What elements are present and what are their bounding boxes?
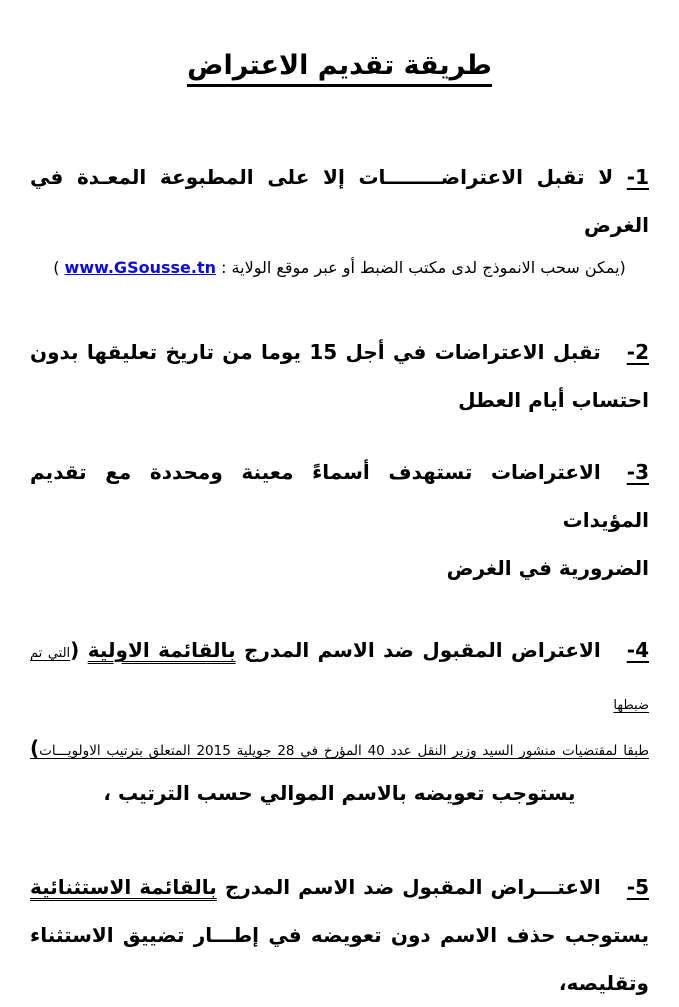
rule-item-5 — [30, 863, 649, 1007]
rule-4-reference-text: طبقا لمقتضيات منشور السيد وزير النقل عدد 40 المؤرخ في 28 جويلية 2015 المتعلق بترتيب الاولويـــات — [39, 743, 649, 759]
rule-5-underlined-phrase: بالقائمة الاستثنائية — [30, 875, 217, 899]
rule-4-small-tail: التي تم ضبطها — [30, 646, 649, 713]
rule-3-text-1: الاعتراضات تستهدف أسماءً معينة ومحددة مع تقديم المؤيدات — [30, 460, 649, 532]
rule-1-line — [30, 153, 649, 249]
page-title: طريقة تقديم الاعتراض — [187, 50, 492, 87]
rule-4-reference-line — [30, 730, 649, 769]
note-suffix: ) — [53, 258, 65, 277]
rule-4-number: 4- — [626, 638, 650, 662]
rule-5-number: 5- — [626, 875, 649, 899]
rule-4-open-paren: ( — [70, 638, 80, 662]
rule-3-number: 3- — [626, 460, 649, 484]
rule-3-text-2: الضرورية في الغرض — [446, 556, 649, 580]
gsousse-website-link[interactable]: www.GSousse.tn — [64, 258, 216, 277]
rule-2-line-2 — [30, 376, 649, 424]
rule-1-text: لا تقبل الاعتراضــــــــات إلا على المطبوعة المعـدة في الغرض — [30, 165, 649, 237]
note-prefix: (يمكن سحب الانموذج لدى مكتب الضبط أو عبر موقع الولاية : — [215, 258, 626, 277]
rule-2-text-2: احتساب أيام العطل — [458, 388, 649, 412]
rule-4-close-paren: ) — [30, 736, 40, 760]
rule-3-line-2 — [30, 544, 649, 592]
rule-4-line-1 — [30, 626, 649, 730]
rule-5-line-1 — [30, 863, 649, 911]
rule-item-4 — [30, 626, 649, 817]
rule-4-lead-text: الاعتراض المقبول ضد الاسم المدرج — [235, 638, 601, 662]
rule-4-followup-line — [30, 769, 649, 817]
rule-5-line-2 — [30, 911, 649, 959]
rule-5-line-3 — [30, 959, 649, 1007]
title-row — [30, 50, 649, 87]
rule-2-line-1 — [30, 328, 649, 376]
rule-2-text-1: تقبل الاعتراضات في أجل 15 يوما من تاريخ تعليقها بدون — [30, 340, 601, 364]
rule-2-number: 2- — [626, 340, 649, 364]
rule-item-2 — [30, 328, 649, 424]
rule-4-underlined-phrase: بالقائمة الاولية — [87, 638, 236, 662]
rule-1-number: 1- — [626, 165, 649, 189]
rule-item-3 — [30, 448, 649, 592]
rule-1-note — [30, 253, 649, 283]
rule-5-text-2: يستوجب حذف الاسم دون تعويضه في إطـــار تضييق الاستثناء — [30, 923, 649, 947]
rule-item-1 — [30, 153, 649, 283]
rule-5-text-3: وتقليصه، — [558, 971, 649, 995]
rule-4-followup-text: يستوجب تعويضه بالاسم الموالي حسب الترتيب ، — [103, 781, 576, 805]
rule-5-lead-text: الاعتـــراض المقبول ضد الاسم المدرج — [216, 875, 601, 899]
rule-3-line-1 — [30, 448, 649, 544]
